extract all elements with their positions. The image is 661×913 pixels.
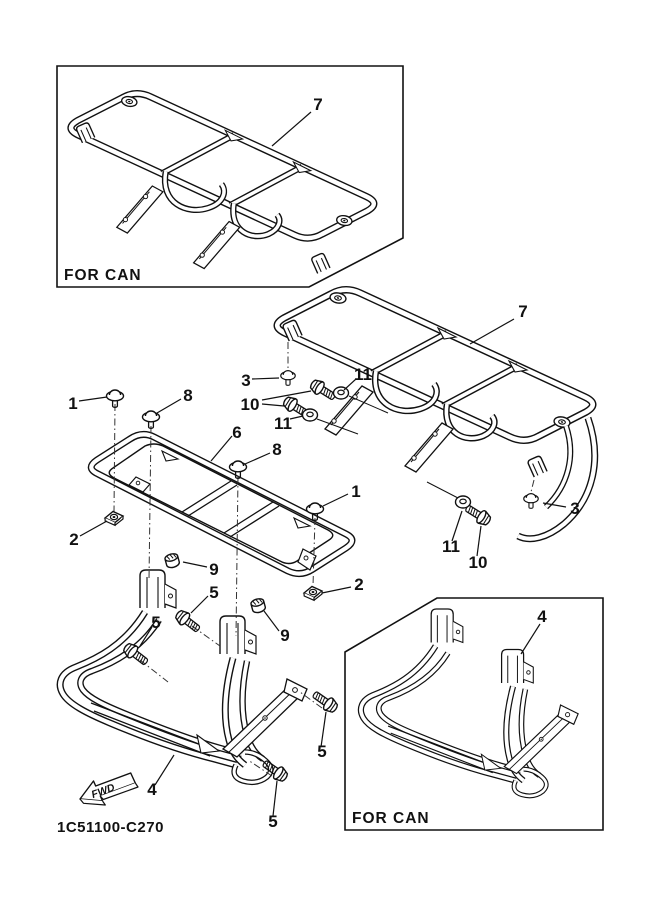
diagram-code: 1C51100-C270: [57, 819, 164, 836]
washer-icon: [303, 409, 318, 421]
callout-9-right: 9: [280, 626, 290, 645]
inset-caption-bottom-right: FOR CAN: [352, 810, 430, 827]
callout-9-left: 9: [209, 560, 219, 579]
washer-icon: [334, 387, 349, 399]
callout-2-right: 2: [354, 575, 364, 594]
fwd-arrow-icon: [80, 773, 138, 805]
callout-3-right: 3: [570, 499, 580, 518]
front-bumper-drawing: [60, 570, 307, 782]
callout-10-top: 10: [240, 395, 260, 414]
callout-11-right: 11: [442, 537, 460, 556]
callout-7-main: 7: [518, 302, 528, 321]
damper-icon: [164, 553, 180, 569]
washer-icon: [456, 496, 471, 508]
inset-caption-top-left: FOR CAN: [64, 267, 142, 284]
callout-1-left: 1: [68, 394, 78, 413]
inset-box-top-left: [57, 66, 403, 287]
bolt-icon: [143, 411, 160, 428]
callout-8-mid: 8: [272, 440, 282, 459]
bolt-icon: [524, 494, 538, 509]
nut-icon: [304, 587, 322, 601]
leader-lines: [79, 112, 566, 816]
nut-icon: [105, 512, 123, 526]
bolt-icon: [310, 688, 340, 715]
callout-5-b: 5: [151, 613, 161, 632]
callout-5-c: 5: [317, 742, 327, 761]
callout-8-top: 8: [183, 386, 193, 405]
callout-5-d: 5: [268, 812, 278, 831]
fwd-arrow-label: FWD: [89, 781, 117, 802]
callout-11-top-b: 11: [274, 414, 292, 433]
callout-1-right: 1: [351, 482, 361, 501]
callout-2-left: 2: [69, 530, 79, 549]
callout-4-main: 4: [147, 780, 157, 799]
callout-3-top: 3: [241, 371, 251, 390]
callout-5-a: 5: [209, 583, 219, 602]
callout-4-inset: 4: [537, 607, 547, 626]
bolt-icon: [173, 608, 202, 635]
callout-6: 6: [232, 423, 242, 442]
rear-carrier-drawing-inset: [71, 94, 374, 274]
callout-10-right: 10: [468, 553, 488, 572]
bolt-icon: [281, 371, 295, 386]
front-bumper-drawing-inset: [361, 609, 578, 796]
callout-11-top-a: 11: [354, 365, 372, 384]
callout-7-inset: 7: [313, 95, 323, 114]
